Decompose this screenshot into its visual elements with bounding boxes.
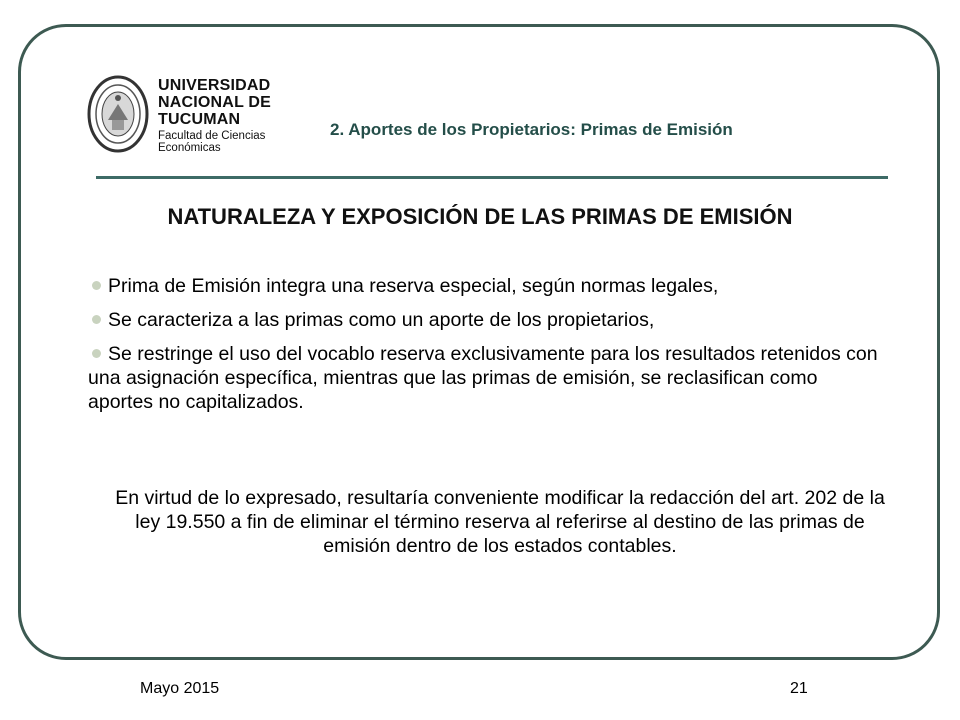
bullet-item [88, 274, 878, 298]
logo-line-3: TUCUMAN [158, 111, 241, 128]
footer-date: Mayo 2015 [140, 680, 220, 697]
logo-line-1: UNIVERSIDAD [158, 77, 271, 94]
bullet-item [88, 308, 878, 332]
bullet-text: Se caracteriza a las primas como un aporte de los propietarios, [108, 309, 655, 331]
bullet-dot-icon [92, 315, 101, 324]
bullet-text: Prima de Emisión integra una reserva especial, según normas legales, [108, 275, 719, 297]
logo-line-2: NACIONAL DE [158, 94, 272, 111]
header-divider [96, 176, 888, 179]
logo-subtitle: Facultad de Ciencias Económicas [158, 130, 266, 154]
section-title: 2. Aportes de los Propietarios: Primas de Emisión [330, 120, 733, 139]
university-logo [86, 72, 326, 156]
bullet-text: Se restringe el uso del vocablo reserva exclusivamente para los resultados retenidos con una asignación específica, mientras que las primas de emisión, se reclasifican como aportes no capitalizados. [88, 343, 878, 413]
university-seal-icon [86, 74, 150, 154]
conclusion-paragraph: En virtud de lo expresado, resultaría conveniente modificar la redacción del art. 202 de la ley 19.550 a fin de eliminar el término reserva al referirse al destino de las primas de emisión dentro de los estados contables. [115, 487, 885, 557]
bullet-item [88, 342, 878, 414]
page-number: 21 [790, 680, 808, 697]
page-heading: NATURALEZA Y EXPOSICIÓN DE LAS PRIMAS DE EMISIÓN [167, 204, 793, 229]
logo-text [158, 78, 326, 154]
bullet-dot-icon [92, 349, 101, 358]
bullet-dot-icon [92, 281, 101, 290]
bullet-list [88, 274, 878, 424]
